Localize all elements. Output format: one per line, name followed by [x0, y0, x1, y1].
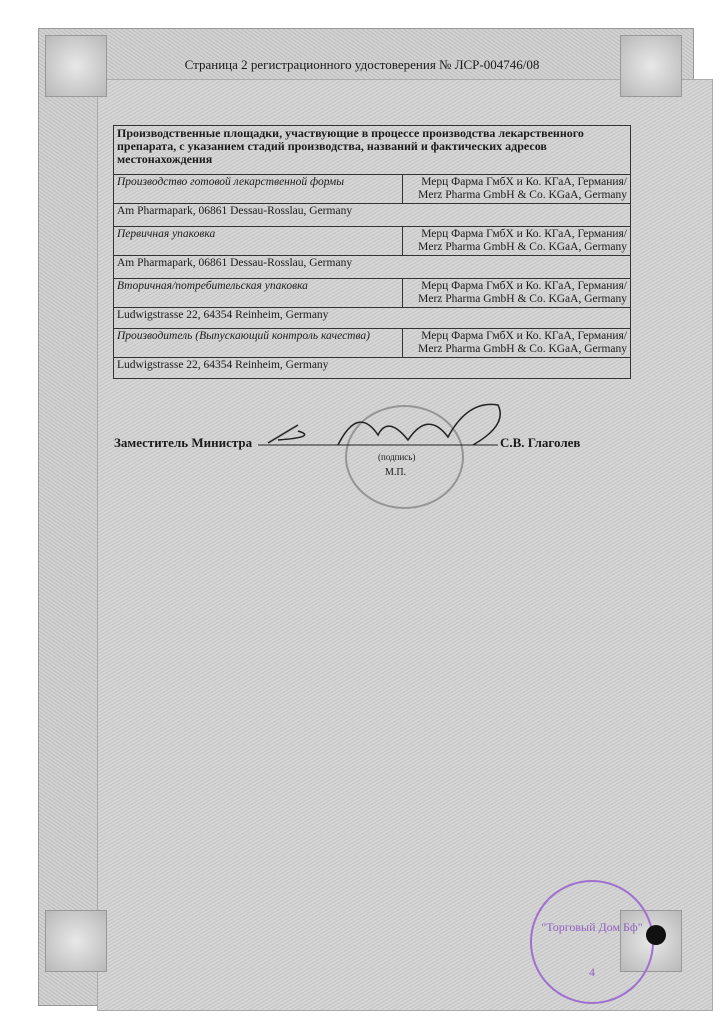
table-heading: Производственные площадки, участвующие в процессе производства лекарственного препарата, с указанием стадий производства, названий и фактических адресов местонахождения [114, 126, 631, 175]
table-row [114, 279, 631, 308]
stage: Первичная упаковка [114, 227, 403, 256]
address: Am Pharmapark, 06861 Dessau-Rosslau, Germany [114, 204, 631, 227]
signature-label: (подпись) [378, 452, 416, 462]
production-sites-table [113, 125, 631, 379]
stamp-text: "Торговый Дом Бф" [541, 920, 643, 934]
punch-hole [646, 925, 666, 945]
table-row [114, 358, 631, 379]
table-row [114, 308, 631, 329]
manufacturer: Мерц Фарма ГмбХ и Ко. КГаА, Германия/ Merz Pharma GmbH & Co. KGaA, Germany [403, 175, 631, 204]
table-row [114, 175, 631, 204]
table-row [114, 227, 631, 256]
table-row [114, 256, 631, 279]
stage: Производство готовой лекарственной формы [114, 175, 403, 204]
page-header: Страница 2 регистрационного удостоверения № ЛСР-004746/08 [184, 57, 540, 72]
table-row [114, 329, 631, 358]
stage: Производитель (Выпускающий контроль качества) [114, 329, 403, 358]
company-stamp [530, 880, 654, 1004]
manufacturer: Мерц Фарма ГмбХ и Ко. КГаА, Германия/ Merz Pharma GmbH & Co. KGaA, Germany [403, 227, 631, 256]
table-row [114, 204, 631, 227]
address: Ludwigstrasse 22, 64354 Reinheim, Germany [114, 358, 631, 379]
stamp-number: 4 [589, 965, 595, 979]
seal-label: М.П. [385, 467, 407, 478]
address: Ludwigstrasse 22, 64354 Reinheim, Germany [114, 308, 631, 329]
manufacturer: Мерц Фарма ГмбХ и Ко. КГаА, Германия/ Merz Pharma GmbH & Co. KGaA, Germany [403, 329, 631, 358]
manufacturer: Мерц Фарма ГмбХ и Ко. КГаА, Германия/ Merz Pharma GmbH & Co. KGaA, Germany [403, 279, 631, 308]
address: Am Pharmapark, 06861 Dessau-Rosslau, Germany [114, 256, 631, 279]
signatory-position: Заместитель Министра [114, 435, 253, 450]
stage: Вторичная/потребительская упаковка [114, 279, 403, 308]
corner-ornament [45, 910, 107, 972]
signatory-name: С.В. Глаголев [500, 435, 581, 450]
handwritten-signature [258, 395, 528, 455]
